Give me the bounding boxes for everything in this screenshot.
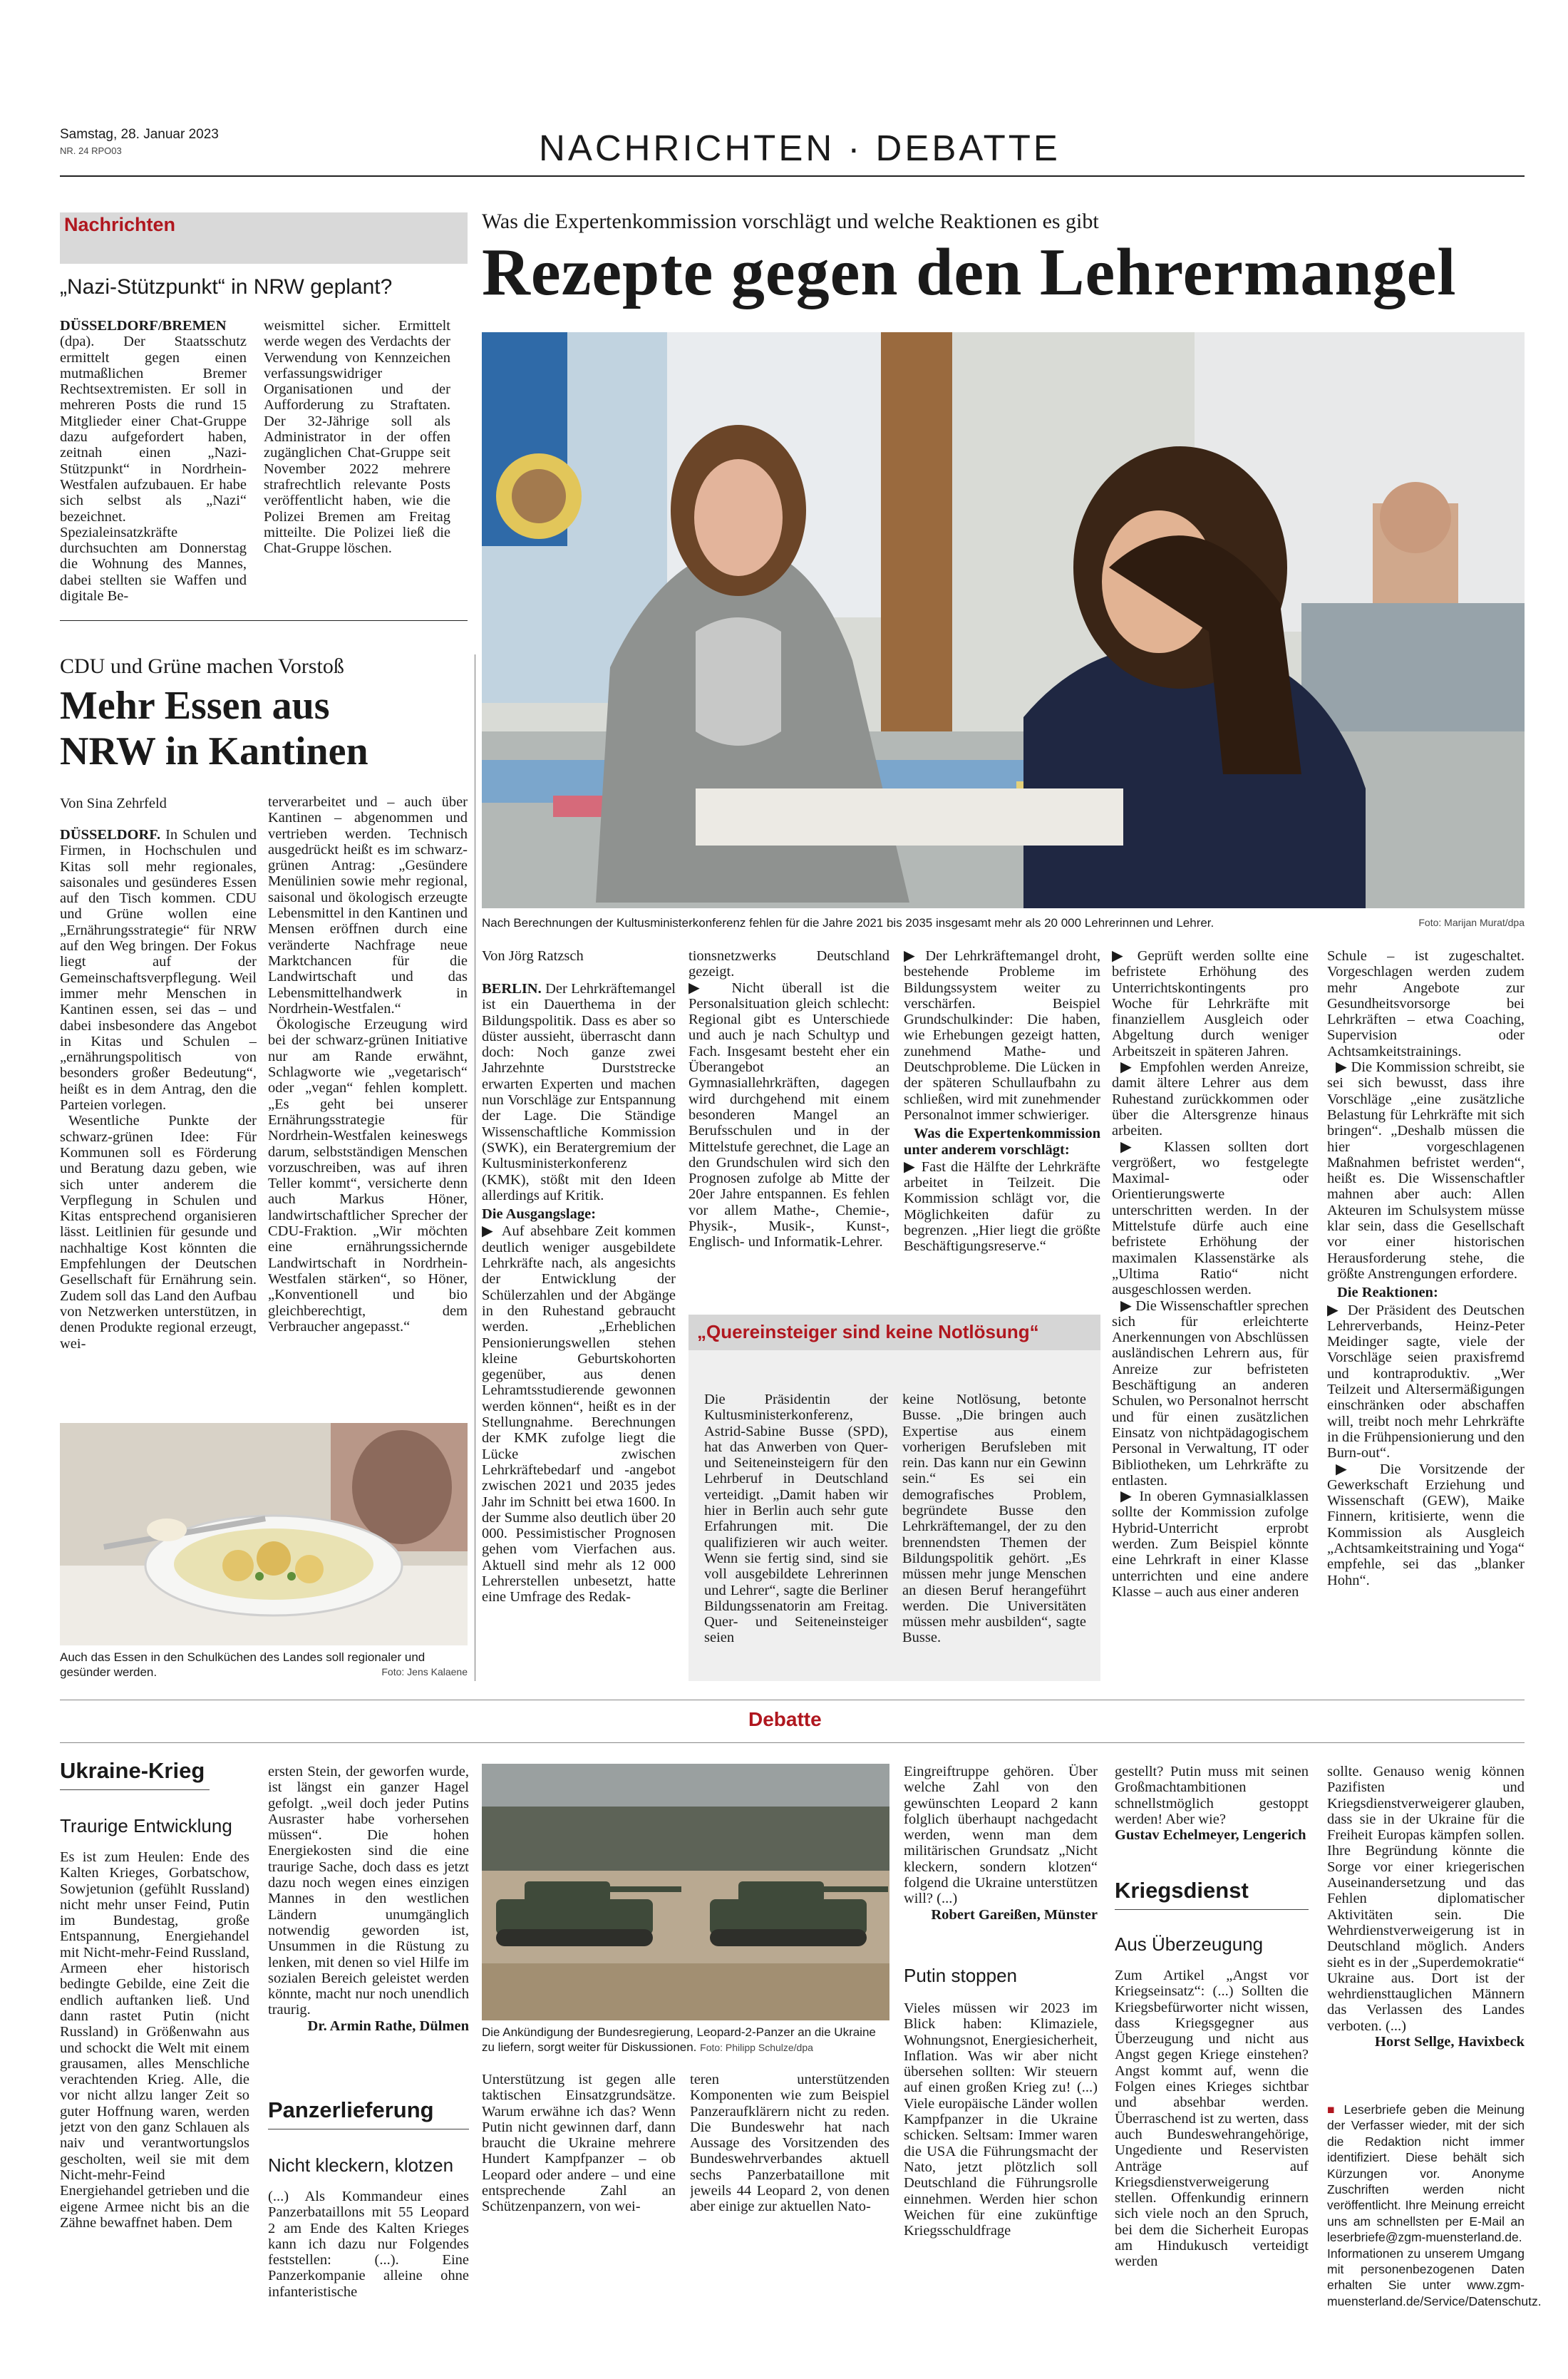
putin-col2	[1115, 1764, 1309, 1871]
lehrer-text-13: ▶ Die Kommission schreibt, sie sei sich bewusst, dass ihre Vorschläge „eine zusätzliche Belastung für Lehrkräfte mit sich bringen“. „Deshalb müssen die hier vorgeschlagenen Maßnahmen befristet werden“, heißt es. Die Wissenschaftler mahnen aber auch: Allen Akteuren im Schulsystem müsse klar sein, dass die Gesellschaft vor einer historischen Herausforderung stehe, die größte Anstrengungen erfordere.	[1327, 1059, 1525, 1282]
nachrichten-col2	[264, 318, 450, 610]
lehrer-text-7: ▶ Geprüft werden sollte eine befristete Erhöhung des Unterrichtskontingents pro Woche für Lehrkräfte mit finanziellem Ausgleich oder Abgeltung durch weniger Arbeitszeit in späteren Jahren.	[1112, 948, 1309, 1059]
ukraine-underline	[60, 1789, 210, 1790]
nachrichten-text-2: weismittel sicher. Ermittelt werde wegen des Verdachts der Verwendung von Kennzeichen verfassungswidriger Organisationen und der Aufforderung zu Straftaten. Der 32-Jährige soll als Administrator in der offen zugänglichen Chat-Gruppe seit November 2022 mehrere strafrechtlich relevante Posts veröffentlicht haben, wie die Polizei Bremen am Freitag mitteilte. Die Polizei ließ die Chat-Gruppe löschen.	[264, 318, 450, 557]
klotzen-text-2: Unterstützung ist gegen alle taktischen Einsatzgrundsätze. Warum erwähne ich das? Wenn Putin nicht gewinnen darf, dann braucht die Ukraine mehrere Hundert Kampfpanzer – ob Leopard oder andere – und eine entsprechende Zahl an Schützenpanzern, von wei-	[482, 2072, 676, 2215]
lehrer-text-8: ▶ Empfohlen werden Anreize, damit ältere Lehrer aus dem Ruhestand zurückkommen oder über die Altersgrenze hinaus arbeiten.	[1112, 1059, 1309, 1139]
klotzen-signature: Robert Gareißen, Münster	[931, 1906, 1098, 1923]
nachrichten-rule	[60, 620, 468, 621]
lehrer-col1	[482, 981, 676, 1681]
putin-headline: Putin stoppen	[904, 1965, 1018, 1986]
putin-text-2: gestellt? Putin muss mit seinen Großmachtambitionen schnellstmöglich gestoppt werden! Aber wie?	[1115, 1764, 1309, 1827]
quereinsteiger-text-2: keine Notlösung, betonte Busse. „Die bringen auch Expertise aus einem vorherigen Berufsleben mit rein. Das kann nur ein Gewinn sein.“ Es sei ein demografisches Problem, begründete Busse den Lehrkräftemangel, der zu den brennendsten Themen der Bildungspolitik gehört. „Es müssen mehr junge Menschen an diesen Beruf herangeführt werden. Die Universitäten müssen mehr ausbilden“, sagte Busse.	[902, 1392, 1086, 1646]
kantinen-text-4: Ökologische Erzeugung wird bei der schwarz-grünen Initiative nur am Rande erwähnt, Schlagworte wie „vegetarisch“ oder „vegan“ fehlen komplett. „Es geht bei unserer Ernährungsstrategie für Nordrhein-Westfalen keineswegs darum, selbstständigen Menschen vorzuschreiben, was auf ihren Teller kommt“, versicherte denn auch Markus Höner, landwirtschaftlicher Sprecher der CDU-Fraktion. „Wir möchten eine ernährungssichernde Landwirtschaft in Nordrhein-Westfalen stärken“, so Höner, „Konventionell und bio gleichberechtigt, dem Verbraucher angepasst.“	[268, 1017, 468, 1335]
panzer-section-head: Panzerlieferung	[268, 2097, 434, 2122]
lehrer-text-11: ▶ In oberen Gymnasialklassen sollte der Kommission zufolge Hybrid-Unterricht erprobt werden. Zum Beispiel könnte eine Lehrkraft in einer Klasse unterrichten und eine andere Klasse – auch aus einer anderen	[1112, 1489, 1309, 1600]
leserbrief-notice	[1327, 2102, 1542, 2309]
lehrer-text-9: ▶ Klassen sollten dort vergrößert, wo festgelegte Maximal- oder Orientierungswerte unterschritten werden. In der Mittelstufe dürfe auch eine befristete Erhöhung der maximalen Klassenstärke als „Ultima Ratio“ nicht ausgeschlossen werden.	[1112, 1139, 1309, 1298]
lehrer-col3	[904, 948, 1100, 1313]
nachrichten-tag-box	[60, 212, 468, 264]
ueberzeugung-headline: Aus Überzeugung	[1115, 1933, 1264, 1955]
lehrer-kicker: Was die Expertenkommission vorschlägt und welche Reaktionen es gibt	[482, 210, 1099, 233]
quereinsteiger-box-header	[688, 1315, 1100, 1350]
kantinen-dateline: DÜSSELDORF.	[60, 827, 161, 843]
traurig-text-1: Es ist zum Heulen: Ende des Kalten Krieges, Gorbatschow, Sowjetunion (gefühlt Russland) nicht mehr unser Feind, Putin im Bundestag, große Entspannung, Energiehandel mit Nicht-mehr-Feind Russland, Armeen eher historisch bedingte Gebilde, eine Zeit die endlich auftanken ließ. Und dann rastet Putin (nicht Russland) in Größenwahn aus und schockt die Welt mit einem grausamen, alles Menschliche verachtenden Krieg. Alle, die vor nicht allzu langer Zeit so guter Hoffnung waren, werden jetzt von den ganz Schlauen als naiv und verantwortungslos gescholten, weil sie mit dem Nicht-mehr-Feind Energiehandel getrieben und die eigene Armee nicht bis an die Zähne bewaffnet haben. Dem	[60, 1849, 249, 2231]
klotzen-text-1: (...) Als Kommandeur eines Panzerbataillons mit 55 Leopard 2 am Ende des Kalten Krieges kann ich dazu nur Folgendes feststellen: (...). Eine Panzerkompanie alleine ohne infanteristische	[268, 2189, 469, 2300]
classroom-photo	[482, 332, 1525, 908]
putin-text-1: Vieles müssen wir 2023 im Blick haben: Klimaziele, Wohnungsnot, Energiesicherheit, Inflation. Was wir aber nicht übersehen sollten: Wir steuern auf einen großen Krieg zu! (...) Viele europäische Länder wollen Kampfpanzer in die Ukraine schicken. Seltsam: Immer waren die USA die Führungsmacht der Nato, jetzt plötzlich soll Deutschland die Führungsrolle einnehmen. Werden hier schon Weichen für eine zukünftige Kriegsschuldfrage	[904, 2000, 1098, 2239]
ueberzeugung-signature: Horst Sellge, Havixbeck	[1374, 2034, 1525, 2050]
ueberzeugung-text-2: sollte. Genauso wenig können Pazifisten und Kriegsdienstverweigerer glauben, dass sie in der Ukraine für die Freiheit Europas kämpfen sollen. Ihre Begründung könnte die Sorge vor einer kriegerischen Auseinandersetzung und das Fehlen diplomatischer Aktivitäten sein. Die Wehrdienstverweigerung ist in Deutschland möglich. Anders sieht es in der „Superdemokratie“ Ukraine aus. Dort ist der wehrdiensttauglichen Männern das Verlassen des Landes verboten. (...)	[1327, 1764, 1525, 2034]
lehrer-text-2: ▶ Auf absehbare Zeit kommen deutlich weniger ausgebildete Lehrkräfte nach, als angesichts der Entwicklung der Schülerzahlen und der Abgänge in den Ruhestand gebraucht werden. „Erheblichen Pensionierungswellen stehen kleine Geburtskohorten gegenüber, aus denen Lehramtsstudierende gewonnen werden können“, heißt es in der Stellungnahme. Berechnungen der KMK zufolge liegt die Lücke zwischen Lehrkräftebedarf und -angebot zwischen 2021 und 2035 jedes Jahr im Schnitt bei etwa 1600. In der Summe also deutlich über 20 000. Pessimistischer Prognosen gehen vom Vierfachen aus. Aktuell sind mehr als 12 000 Lehrerstellen unbesetzt, hatte eine Umfrage des Redak-	[482, 1223, 676, 1605]
lehrer-text-15: ▶ Die Vorsitzende der Gewerkschaft Erziehung und Wissenschaft (GEW), Maike Finnern, kritisierte, wenn die Kommission als Ausgleich „Achtsamkeitstraining und Yoga“ empfehle, sei das „blanker Hohn“.	[1327, 1461, 1525, 1588]
quereinsteiger-box-title: „Quereinsteiger sind keine Notlösung“	[697, 1321, 1039, 1342]
kantinen-col2	[268, 794, 468, 1412]
lehrer-headline: Rezepte gegen den Lehrermangel	[482, 235, 1457, 309]
kantinen-caption: Auch das Essen in den Schulküchen des Landes soll regionaler und gesünder werden.	[60, 1650, 425, 1679]
notice-bullet-icon: ■	[1327, 2102, 1338, 2117]
tank-caption: Die Ankündigung der Bundesregierung, Leopard-2-Panzer an die Ukraine zu liefern, sorgt weiter für Diskussionen.	[482, 2025, 876, 2054]
traurig-col2	[268, 1764, 469, 2134]
lehrer-text-14: ▶ Der Präsident des Deutschen Lehrerverbands, Heinz-Peter Meidinger sagte, viele der Vorschläge seien praxisfremd und kontraproduktiv. „Wer Teilzeit und Altersermäßigungen einschränken oder abschaffen will, treibt noch mehr Lehrkräfte in die Frühpensionierung und den Burn-out“.	[1327, 1302, 1525, 1461]
lehrer-col4	[1112, 948, 1309, 1681]
kantinen-headline-line2: NRW in Kantinen	[60, 729, 368, 774]
putin-col1	[904, 2000, 1098, 2360]
tank-caption-block	[482, 2025, 889, 2055]
nachrichten-dateline: DÜSSELDORF/BREMEN	[60, 318, 227, 334]
kriegsdienst-underline	[1115, 1909, 1309, 1910]
lehrer-subhead-reaktionen: Die Reaktionen:	[1337, 1285, 1438, 1301]
kantinen-byline: Von Sina Zehrfeld	[60, 796, 167, 811]
issue-date: Samstag, 28. Januar 2023	[60, 127, 219, 142]
classroom-illustration	[482, 332, 1525, 908]
tank-illustration	[482, 1764, 889, 2020]
quereinsteiger-text-1: Die Präsidentin der Kultusministerkonferenz, Astrid-Sabine Busse (SPD), hat das Anwerben von Quer- und Seiteneinsteigern für den Lehrberuf in Deutschland verteidigt. „Damit haben wir hier in Berlin auch sehr gute Erfahrungen mit. Die qualifizieren wir auch weiter. Wenn sie fertig sind, sind sie voll ausgebildete Lehrerinnen und Lehrer“, sagte die Berliner Bildungssenatorin am Freitag. Quer- und Seiteneinsteiger seien	[704, 1392, 888, 1646]
klotzen-text-4: Eingreiftruppe gehören. Über welche Zahl von den gewünschten Leopard 2 kann folglich überhaupt nachgedacht werden, wenn man dem militärischen Grundsatz „Nicht kleckern, sondern klotzen“ folgend die Ukraine unterstützen will? (...)	[904, 1764, 1098, 1907]
lehrer-text-12: Schule – ist zugeschaltet. Vorgeschlagen werden zudem mehr Angebote zur Gesundheitsvorsorge bei Lehrkräften – etwa Coaching, Supervision oder Achtsamkeitstrainings.	[1327, 948, 1525, 1059]
lehrer-dateline: BERLIN.	[482, 981, 542, 997]
lehrer-col2	[688, 948, 889, 1312]
traurig-col1	[60, 1849, 249, 2360]
kantinen-text-2: Wesentliche Punkte der schwarz-grünen Idee: Für Kommunen soll es Förderung und Beratung dazu geben, wie sich unter anderem die Verpflegung in Schulen und Kitas entsprechend organisieren lässt. Leitlinien für gesunde und nachhaltige Kost könnten die Empfehlungen der Deutschen Gesellschaft für Ernährung sein. Zudem soll das Land den Aufbau von Netzwerken unterstützen, in denen Produkte regional erzeugt, wei-	[60, 1113, 257, 1352]
kantinen-text-1: In Schulen und Firmen, in Hochschulen und Kitas soll mehr regionales, saisonales und gesünderes Essen auf den Tisch kommen. CDU und Grüne wollen eine „Ernährungsstrategie“ für NRW auf den Weg bringen. Der Fokus liegt auf der Gemeinschaftsverpflegung. Weil immer mehr Menschen in Kantinen essen, sei das – und dabei insbesondere das Angebot in Kitas und Schulen – „ernährungspolitisch von besonders großer Bedeutung“, heißt es in dem Antrag, den die Parteien vorlegen.	[60, 827, 257, 1114]
kantinen-caption-block	[60, 1650, 468, 1680]
traurig-text-2: ersten Stein, der geworfen wurde, ist längst ein ganzer Hagel gefolgt. „weil doch jeder Putins Ausraster habe vorhersehen müssen“. Die hohen Energiekosten sind die eine traurige Sache, doch dass es jetzt dazu noch wegen eines einzigen Mannes in den westlichen Ländern unumgänglich notwendig geworden ist, Unsummen in die Rüstung zu lenken, mit denen so viel Hilfe im sozialen Bereich geleistet werden könnte, macht nur noch unendlich traurig.	[268, 1764, 469, 2018]
ukraine-section-head: Ukraine-Krieg	[60, 1758, 205, 1783]
food-photo-illustration	[60, 1423, 468, 1645]
ueberzeugung-col1	[1115, 1968, 1309, 2360]
lehrer-text-3: tionsnetzwerks Deutschland gezeigt.	[688, 948, 889, 980]
debatte-rule-bottom	[60, 1742, 1525, 1743]
kantinen-credit: Foto: Jens Kalaene	[381, 1666, 468, 1677]
edition-number: NR. 24 RPO03	[60, 145, 122, 156]
lehrer-text-4: ▶ Nicht überall ist die Personalsituation gleich schlecht: Regional gibt es Unterschiede und auch je nach Schultyp und Fach. Insgesamt besteht eher ein Überangebot an Gymnasiallehrkräften, dagegen wird durchgehend mit einem besonderen Mangel an Berufsschulen und in der Mittelstufe gerechnet, die Lage an den Grundschulen wird sich den Prognosen zufolge ab Mitte der 20er Jahre entspannen. Es fehlen vor allem Mathe-, Chemie-, Physik-, Musik-, Kunst-, Englisch- und Informatik-Lehrer.	[688, 980, 889, 1250]
kantinen-text-3: terverarbeitet und – auch über Kantinen – abgenommen und vertrieben werden. Technisch ausgedrückt heißt es im schwarz-grünen Antrag: „Gesündere Menülinien sowie mehr regional, saisonal und ökologisch erzeugte Lebensmittel in den Kantinen und Mensen eröffnen durch eine veränderte Nachfrage neue Marktchancen für die Landwirtschaft und das Lebensmittelhandwerk in Nordrhein-Westfalen.“	[268, 794, 468, 1017]
lehrer-text-5: ▶ Der Lehrkräftemangel droht, bestehende Probleme im Bildungssystem weiter zu verschärfen. Beispiel Grundschulkinder: Die haben, wie Erhebungen gezeigt hatten, zunehmend Mathe- und Deutschprobleme. Die Lücken in der späteren Schullaufbahn zu schließen, wird mit zunehmender Personalnot immer schwieriger.	[904, 948, 1100, 1123]
masthead-rule	[60, 175, 1525, 177]
debatte-tag: Debatte	[748, 1708, 822, 1730]
ueberzeugung-col2	[1327, 1764, 1525, 2106]
kriegsdienst-section-head: Kriegsdienst	[1115, 1878, 1249, 1903]
traurig-signature: Dr. Armin Rathe, Dülmen	[307, 2018, 469, 2034]
lehrer-caption: Nach Berechnungen der Kultusministerkonferenz fehlen für die Jahre 2021 bis 2035 insgesamt mehr als 20 000 Lehrerinnen und Lehrer.	[482, 916, 1214, 930]
nachrichten-agency: (dpa).	[60, 334, 95, 350]
tank-credit: Foto: Philipp Schulze/dpa	[700, 2042, 813, 2053]
kantinen-headline	[60, 683, 368, 774]
nachrichten-headline: „Nazi-Stützpunkt“ in NRW geplant?	[60, 275, 393, 299]
kantinen-kicker: CDU und Grüne machen Vorstoß	[60, 654, 344, 678]
lehrer-byline: Von Jörg Ratzsch	[482, 948, 584, 964]
nachrichten-col1	[60, 318, 247, 610]
school-food-photo	[60, 1423, 468, 1645]
lehrer-text-6: ▶ Fast die Hälfte der Lehrkräfte arbeitet in Teilzeit. Die Kommission schlägt vor, die Möglichkeiten dafür zu begrenzen. „Hier liegt die größte Beschäftigungsreserve.“	[904, 1159, 1100, 1255]
klotzen-text-3: teren unterstützenden Komponenten wie zum Beispiel Panzeraufklärern nicht zu reden. Die Bundeswehr hat nach Aussage des Vorsitzenden des Bundeswehrverbandes aktuell sechs Panzerbataillone mit jeweils 44 Leopard 2, von denen aber einige zur aktuellen Nato-	[690, 2072, 889, 2215]
lehrer-col5	[1327, 948, 1525, 1681]
tank-photo	[482, 1764, 889, 2020]
putin-signature: Gustav Echelmeyer, Lengerich	[1115, 1827, 1306, 1844]
quereinsteiger-col1	[704, 1392, 888, 1678]
traurig-headline: Traurige Entwicklung	[60, 1815, 232, 1836]
kantinen-col1	[60, 827, 257, 1412]
nachrichten-text-1: Der Staatsschutz ermittelt gegen einen mutmaßlichen Bremer Rechtsextremisten. Er soll in mehreren Posts die rund 15 Mitglieder einer Chat-Gruppe dazu aufgefordert haben, zeitnah einen „Nazi-Stützpunkt“ in Nordrhein-Westfalen aufzubauen. Er habe sich selbst als „Nazi“ bezeichnet. Spezialeinsatzkräfte durchsuchten am Donnerstag die Wohnung des Mannes, dabei stellten sie Waffen und digitale Be-	[60, 334, 247, 605]
lehrer-credit: Foto: Marijan Murat/dpa	[1418, 917, 1525, 928]
lehrer-caption-block	[482, 915, 1525, 930]
klotzen-col4	[904, 1764, 1098, 1963]
klotzen-headline: Nicht kleckern, klotzen	[268, 2154, 454, 2176]
klotzen-col1	[268, 2189, 469, 2360]
nachrichten-tag: Nachrichten	[64, 214, 176, 235]
lehrer-subhead-ausgangslage: Die Ausgangslage:	[482, 1206, 597, 1223]
quereinsteiger-col2	[902, 1392, 1086, 1678]
lehrer-text-10: ▶ Die Wissenschaftler sprechen sich für erleichterte Anerkennungen von Abschlüssen ausländischen Lehrern aus, für Anreize zur befristeten Beschäftigung an anderen Schulen, wo Personalnot herrscht und für einen zusätzlichen Einsatz von nichtpädagogischem Personal in Verwaltung, IT oder Bibliotheken, um Lehrkräfte zu entlasten.	[1112, 1298, 1309, 1489]
lehrer-text-1: Der Lehrkräftemangel ist ein Dauerthema in der Bildungspolitik. Dass es aber so düster aussieht, überrascht dann doch: Noch ganze zwei Jahrzehnte Durststrecke erwarten Experten und machen nun Vorschläge zur Entspannung der Lage. Die Ständige Wissenschaftliche Kommission (SWK), ein Beratergremium der Kultusministerkonferenz (KMK), stößt mit den Ideen allerdings auf Kritik.	[482, 981, 676, 1203]
lehrer-subhead-vorschlaege: Was die Expertenkommission unter anderem vorschlägt:	[904, 1126, 1100, 1158]
klotzen-col2	[482, 2072, 676, 2360]
ueberzeugung-text-1: Zum Artikel „Angst vor Kriegseinsatz“: (...) Sollten die Kriegsbefürworter nicht wissen, dass Kriegsgegner aus Überzeugung und nicht aus Angst gegen Kriege einstehen? Angst kommt auf, wenn die Folgen eines Krieges sichtbar und absehbar werden. Überraschend ist zu werten, dass auch Bundeswehrangehörige, Ungediente und Reservisten Anträge auf Kriegsdienstverweigerung stellen. Offenkundig erinnern sich viele noch an den Spruch, bei dem die Sicherheit Europas am Hindukusch verteidigt werden	[1115, 1968, 1309, 2270]
leserbrief-notice-text: Leserbriefe geben die Meinung der Verfasser wieder, mit der sich die Redaktion nicht immer identifiziert. Diese behält sich Kürzungen vor. Anonyme Zuschriften werden nicht veröffentlicht. Ihre Meinung erreicht uns am schnellsten per E-Mail an leserbriefe@zgm-muensterland.de. Informationen zu unserem Umgang mit personenbezogenen Daten erhalten Sie unter www.zgm-muensterland.de/Service/Datenschutz.	[1327, 2102, 1542, 2308]
kantinen-headline-line1: Mehr Essen aus	[60, 684, 330, 728]
section-title: NACHRICHTEN · DEBATTE	[539, 128, 1061, 168]
klotzen-col3	[690, 2072, 889, 2360]
